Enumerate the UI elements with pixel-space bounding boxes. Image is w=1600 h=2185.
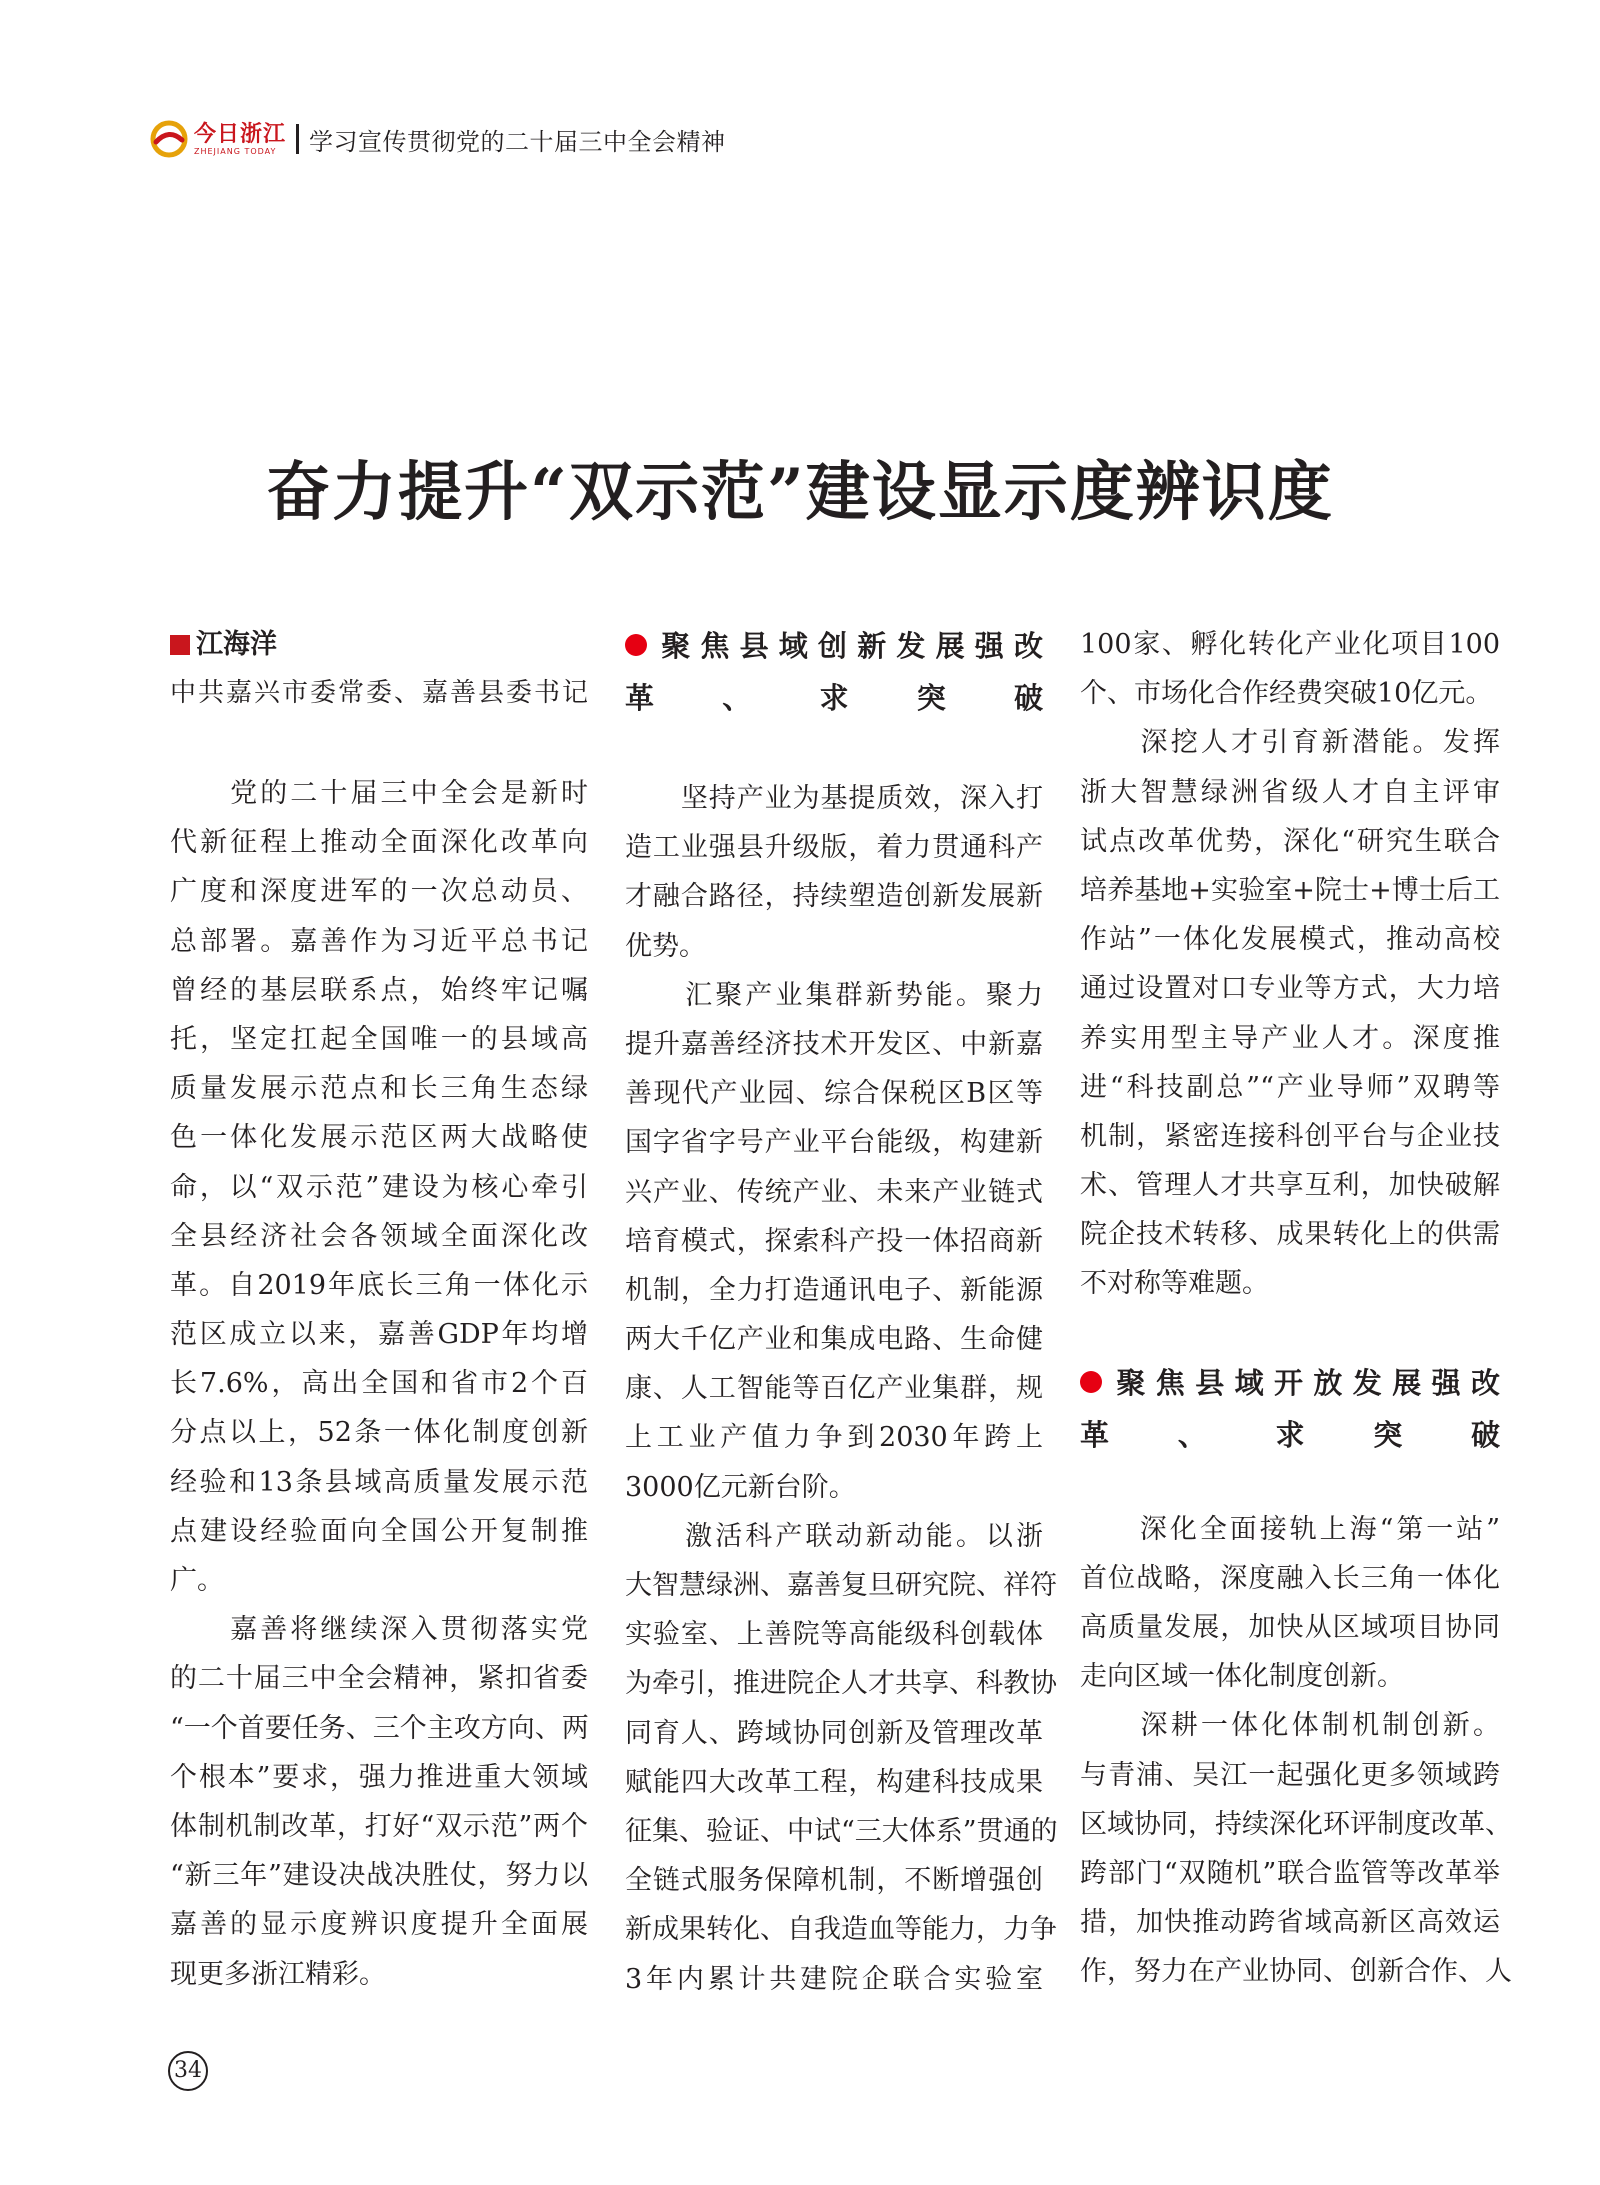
text-line: “新三年”建设决战决胜仗，努力以 [170, 1860, 588, 1892]
page-header [150, 115, 726, 163]
text-line: 不对称等难题。 [1080, 1268, 1269, 1300]
text-line: 100家、孵化转化产业化项目100 [1080, 629, 1500, 660]
text-line: 赋能四大改革工程，构建科技成果 [625, 1766, 1043, 1798]
text-line: 代新征程上推动全面深化改革向 [170, 827, 588, 859]
text-line: 经验和13条县域高质量发展示范 [170, 1466, 588, 1498]
text-line: 兴产业、传统产业、未来产业链式 [625, 1176, 1043, 1208]
page-number: 34 [168, 2051, 208, 2091]
article-title: 奋力提升“双示范”建设显示度辨识度 [266, 454, 1334, 530]
author-name-row [170, 620, 588, 669]
heading-text: 聚焦县域开放发展强改 [1106, 1365, 1500, 1400]
section-label: 学习宣传贯彻党的二十届三中全会精神 [309, 127, 726, 156]
text-line: 范区成立以来，嘉善GDP年均增 [170, 1319, 588, 1351]
text-line: 汇聚产业集群新势能。聚力 [625, 979, 1043, 1011]
text-line: 高质量发展，加快从区域项目协同 [1080, 1612, 1500, 1643]
text-line: 党的二十届三中全会是新时 [170, 778, 588, 809]
text-line: 的二十届三中全会精神，紧扣省委 [170, 1663, 588, 1695]
spacer [625, 724, 1043, 774]
text-line: 试点改革优势，深化“研究生联合 [1080, 825, 1500, 857]
spacer [1080, 1461, 1500, 1505]
column-2 [625, 620, 1058, 2004]
text-line: 提升嘉善经济技术开发区、中新嘉 [625, 1028, 1043, 1060]
text-line: 术、管理人才共享互利，加快破解 [1080, 1170, 1500, 1202]
author-position: 中共嘉兴市委常委、嘉善县委书记 [170, 678, 588, 708]
red-dot-icon [625, 634, 647, 656]
paragraph [625, 1512, 1058, 2004]
text-line: 全县经济社会各领域全面深化改 [170, 1220, 588, 1252]
paragraph [1080, 1505, 1500, 1702]
text-line: 个、市场化合作经费突破10亿元。 [1080, 678, 1493, 710]
paragraph [625, 774, 1043, 971]
text-line: 嘉善的显示度辨识度提升全面展 [170, 1909, 588, 1941]
text-line: 作站”一体化发展模式，推动高校 [1080, 924, 1500, 956]
text-line: 点建设经验面向全国公开复制推 [170, 1515, 588, 1547]
text-line: 同育人、跨域协同创新及管理改革 [625, 1717, 1043, 1749]
text-line: 色一体化发展示范区两大战略使 [170, 1122, 588, 1154]
text-line: 分点以上，52条一体化制度创新 [170, 1417, 588, 1449]
text-line: 广度和深度进军的一次总动员、 [170, 876, 588, 908]
text-line: “一个首要任务、三个主攻方向、两 [170, 1712, 589, 1744]
text-line: 走向区域一体化制度创新。 [1080, 1661, 1404, 1693]
text-line: 两大千亿产业和集成电路、生命健 [625, 1324, 1043, 1356]
text-line: 实验室、上善院等高能级科创载体 [625, 1619, 1043, 1651]
text-line: 培育模式，探索科产投一体招商新 [625, 1225, 1043, 1257]
text-line: 曾经的基层联系点，始终牢记嘱 [170, 974, 588, 1006]
heading-line: 革、求突破 [625, 681, 1043, 715]
heading-line: 革、求突破 [1080, 1417, 1500, 1452]
column-1 [170, 620, 588, 1999]
text-line: 养实用型主导产业人才。深度推 [1080, 1022, 1500, 1054]
logo-sun-icon [150, 120, 188, 158]
text-line: 通过设置对口专业等方式，大力培 [1080, 973, 1500, 1005]
text-line: 全链式服务保障机制，不断增强创 [625, 1865, 1043, 1897]
text-line: 征集、验证、中试“三大体系”贯通的 [625, 1815, 1058, 1847]
text-line: 善现代产业园、综合保税区B区等 [625, 1078, 1043, 1110]
text-line: 作，努力在产业协同、创新合作、人 [1080, 1956, 1512, 1988]
text-line: 深化全面接轨上海“第一站” [1080, 1513, 1500, 1545]
text-line: 进“科技副总”“产业导师”双聘等 [1080, 1071, 1500, 1103]
logo [194, 120, 287, 156]
text-line: 跨部门“双随机”联合监管等改革举 [1080, 1857, 1500, 1889]
text-line: 托，坚定扛起全国唯一的县域高 [170, 1023, 588, 1055]
paragraph [170, 1605, 588, 1999]
text-line: 体制机制改革，打好“双示范”两个 [170, 1810, 588, 1842]
text-line: 总部署。嘉善作为习近平总书记 [170, 925, 588, 957]
paragraph [1080, 620, 1500, 718]
heading-text: 聚焦县域创新发展强改 [651, 629, 1043, 663]
paragraph [170, 769, 588, 1605]
text-line: 大智慧绿洲、嘉善复旦研究院、祥符 [625, 1570, 1057, 1601]
text-line: 优势。 [625, 930, 706, 962]
text-line: 广。 [170, 1565, 224, 1596]
text-line: 机制，紧密连接科创平台与企业技 [1080, 1120, 1500, 1152]
text-line: 措，加快推动跨省域高新区高效运 [1080, 1907, 1500, 1939]
paragraph [1080, 718, 1500, 1308]
heading-line [1080, 1357, 1500, 1409]
text-line: 院企技术转移、成果转化上的供需 [1080, 1219, 1500, 1251]
text-line: 深挖人才引育新潜能。发挥 [1080, 727, 1500, 759]
author-name: 江海洋 [196, 628, 277, 660]
text-line: 个根本”要求，强力推进重大领域 [170, 1761, 588, 1793]
text-line: 为牵引，推进院企人才共享、科教协 [625, 1668, 1057, 1700]
red-dot-icon [1080, 1371, 1102, 1393]
text-line: 造工业强县升级版，着力贯通科产 [625, 832, 1043, 864]
column-3 [1080, 620, 1512, 1997]
text-line: 国字省字号产业平台能级，构建新 [625, 1127, 1043, 1159]
heading-line [625, 620, 1043, 672]
text-line: 命，以“双示范”建设为核心牵引 [170, 1171, 588, 1203]
text-line: 坚持产业为基提质效，深入打 [625, 783, 1043, 814]
paragraph [1080, 1701, 1512, 1996]
text-line: 浙大智慧绿洲省级人才自主评审 [1080, 776, 1500, 808]
text-line: 与青浦、吴江一起强化更多领域跨 [1080, 1759, 1500, 1791]
paragraph [625, 971, 1043, 1512]
text-line: 深耕一体化体制机制创新。 [1080, 1710, 1500, 1742]
text-line: 机制，全力打造通讯电子、新能源 [625, 1274, 1043, 1306]
logo-en: ZHEJIANG TODAY [194, 146, 277, 156]
text-line: 革。自2019年底长三角一体化示 [170, 1269, 588, 1301]
text-line: 首位战略，深度融入长三角一体化 [1080, 1562, 1500, 1594]
text-line: 康、人工智能等百亿产业集群，规 [625, 1373, 1043, 1405]
section-heading [1080, 1357, 1500, 1461]
text-line: 区域协同，持续深化环评制度改革、 [1080, 1808, 1512, 1840]
text-line: 才融合路径，持续塑造创新发展新 [625, 881, 1043, 913]
text-line: 培养基地+实验室+院士+博士后工 [1080, 874, 1500, 906]
text-line: 3000亿元新台阶。 [625, 1471, 856, 1503]
section-heading [625, 620, 1043, 724]
text-line: 质量发展示范点和长三角生态绿 [170, 1073, 588, 1105]
header-divider [296, 124, 299, 154]
text-line: 现更多浙江精彩。 [170, 1958, 386, 1990]
logo-cn: 今日浙江 [194, 120, 287, 147]
square-marker-icon [170, 635, 190, 655]
text-line: 新成果转化、自我造血等能力，力争 [625, 1914, 1057, 1946]
text-line: 长7.6%，高出全国和省市2个百 [170, 1368, 588, 1400]
text-line: 激活科产联动新动能。以浙 [625, 1520, 1043, 1552]
text-line: 嘉善将继续深入贯彻落实党 [170, 1614, 588, 1646]
spacer [1080, 1309, 1500, 1357]
text-line: 上工业产值力争到2030年跨上 [625, 1422, 1043, 1454]
text-line: 3年内累计共建院企联合实验室 [625, 1963, 1043, 1995]
